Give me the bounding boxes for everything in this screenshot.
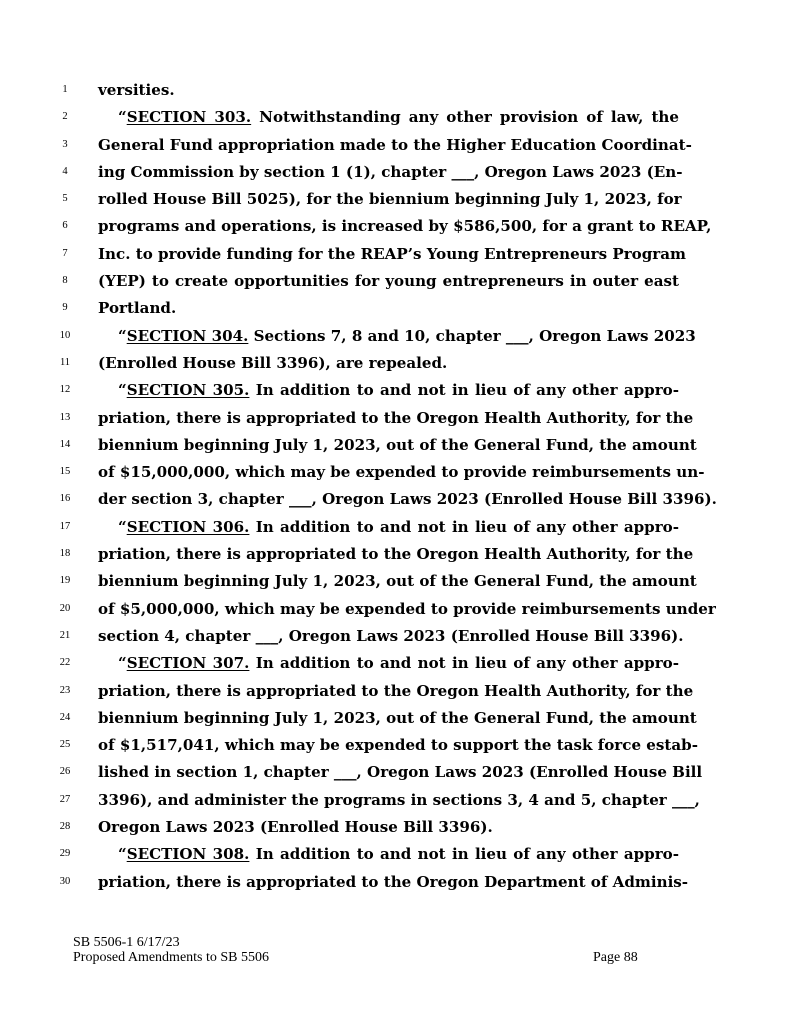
line-text-content: In addition to and not in lieu of any other appro- — [249, 517, 679, 536]
line-text — [98, 790, 700, 810]
document-line — [0, 132, 800, 159]
line-text-content: section 4, chapter ___, Oregon Laws 2023 (Enrolled House Bill 3396). — [98, 626, 684, 645]
line-text-content: der section 3, chapter ___, Oregon Laws 2023 (Enrolled House Bill 3396). — [98, 490, 717, 509]
line-text — [98, 353, 679, 373]
document-line — [0, 759, 800, 786]
document-line — [0, 350, 800, 377]
line-text — [98, 762, 703, 782]
line-text: “SECTION 303. Notwithstanding any other provision of law, the — [118, 108, 679, 127]
document-line — [0, 841, 800, 868]
line-text — [98, 244, 686, 264]
line-text: “SECTION 307. In addition to and not in lieu of any other appro- — [118, 654, 679, 673]
line-number: 18 — [59, 548, 71, 560]
section-heading: SECTION 306. — [126, 517, 250, 536]
document-line — [0, 623, 800, 650]
line-text: “SECTION 305. In addition to and not in lieu of any other appro- — [118, 381, 679, 400]
footer-amendments-line — [73, 950, 673, 965]
line-text — [98, 489, 717, 509]
line-number: 15 — [59, 466, 71, 478]
line-text: “SECTION 304. Sections 7, 8 and 10, chapter ___, Oregon Laws 2023 — [118, 326, 696, 345]
line-text: “SECTION 306. In addition to and not in lieu of any other appro- — [118, 517, 679, 536]
document-line — [0, 295, 800, 322]
document-line — [0, 186, 800, 213]
line-text — [98, 626, 684, 646]
bill-id: SB 5506-1 6/17/23 — [73, 935, 180, 950]
line-text — [98, 162, 683, 182]
document-line — [0, 268, 800, 295]
document-line — [0, 705, 800, 732]
section-heading: SECTION 307. — [126, 654, 250, 673]
document-line — [0, 77, 800, 104]
amendments-title: Proposed Amendments to SB 5506 — [73, 950, 270, 965]
document-line — [0, 650, 800, 677]
line-number: 14 — [59, 438, 71, 450]
line-text — [98, 817, 679, 837]
document-line — [0, 596, 800, 623]
line-text-content: priation, there is appropriated to the Oregon Department of Adminis- — [98, 872, 689, 891]
line-number: 13 — [59, 411, 71, 423]
line-number: 6 — [62, 220, 68, 232]
line-text — [98, 435, 697, 455]
line-text-content: Inc. to provide funding for the REAP’s Young Entrepreneurs Program — [98, 244, 686, 263]
line-number: 5 — [62, 193, 68, 205]
line-text-content: lished in section 1, chapter ___, Oregon Laws 2023 (Enrolled House Bill — [98, 763, 703, 782]
line-number: 25 — [59, 739, 71, 751]
document-line — [0, 432, 800, 459]
line-number: 29 — [59, 848, 71, 860]
line-text-content: versities. — [98, 81, 175, 99]
section-heading: SECTION 305. — [126, 381, 250, 400]
line-number: 24 — [59, 711, 71, 723]
line-text — [98, 681, 694, 701]
document-line — [0, 514, 800, 541]
line-text-content: 3396), and administer the programs in sections 3, 4 and 5, chapter ___, — [98, 790, 700, 809]
line-number: 2 — [62, 111, 68, 123]
line-number: 22 — [59, 657, 71, 669]
document-line — [0, 732, 800, 759]
line-number: 8 — [62, 275, 68, 287]
section-heading: SECTION 308. — [126, 845, 250, 864]
line-number: 3 — [62, 138, 68, 150]
line-text-content: biennium beginning July 1, 2023, out of the General Fund, the amount — [98, 435, 697, 454]
document-line — [0, 869, 800, 896]
line-number: 26 — [59, 766, 71, 778]
line-text — [98, 735, 698, 755]
line-text-content: Portland. — [98, 299, 177, 318]
line-text-content: Oregon Laws 2023 (Enrolled House Bill 3396). — [98, 818, 493, 837]
line-number: 19 — [59, 575, 71, 587]
line-text-content: of $5,000,000, which may be expended to provide reimbursements under — [98, 599, 716, 618]
line-text-content: In addition to and not in lieu of any other appro- — [249, 845, 679, 864]
line-number: 10 — [59, 329, 71, 341]
line-text — [98, 189, 682, 209]
line-text — [98, 462, 705, 482]
document-line — [0, 104, 800, 131]
document-line — [0, 787, 800, 814]
line-number: 27 — [59, 793, 71, 805]
line-number: 11 — [59, 356, 71, 368]
line-text-content: of $15,000,000, which may be expended to provide reimbursements un- — [98, 463, 705, 482]
line-number: 21 — [59, 629, 71, 641]
line-text-content: General Fund appropriation made to the Higher Education Coordinat- — [98, 135, 692, 154]
line-text-content: biennium beginning July 1, 2023, out of the General Fund, the amount — [98, 572, 697, 591]
line-text-content: Sections 7, 8 and 10, chapter ___, Oregon Laws 2023 — [248, 326, 696, 345]
line-text-content: In addition to and not in lieu of any other appro- — [249, 381, 679, 400]
document-line — [0, 241, 800, 268]
page-footer — [73, 935, 673, 965]
line-text — [98, 872, 689, 892]
section-heading: SECTION 303. — [126, 108, 252, 127]
line-text: “SECTION 308. In addition to and not in lieu of any other appro- — [118, 845, 679, 864]
line-text-content: priation, there is appropriated to the Oregon Health Authority, for the — [98, 545, 694, 564]
line-text — [98, 271, 679, 291]
line-number: 23 — [59, 684, 71, 696]
line-number: 12 — [59, 384, 71, 396]
line-text — [98, 216, 712, 236]
line-number: 9 — [62, 302, 68, 314]
line-number: 1 — [62, 84, 68, 95]
line-text-content: (Enrolled House Bill 3396), are repealed. — [98, 353, 448, 372]
line-text — [98, 599, 716, 619]
line-number: 20 — [59, 602, 71, 614]
line-text-content: Notwithstanding any other provision of law, the — [251, 108, 679, 127]
document-line — [0, 814, 800, 841]
line-text — [98, 544, 694, 564]
document-line — [0, 323, 800, 350]
line-text-content: of $1,517,041, which may be expended to support the task force estab- — [98, 736, 698, 755]
document-body — [0, 77, 800, 896]
line-number: 4 — [62, 165, 68, 177]
line-text — [98, 135, 692, 155]
document-line — [0, 568, 800, 595]
line-text-content: priation, there is appropriated to the Oregon Health Authority, for the — [98, 681, 694, 700]
document-line — [0, 486, 800, 513]
line-text-content: (YEP) to create opportunities for young entrepreneurs in outer east — [98, 272, 679, 291]
line-text — [98, 571, 697, 591]
document-line — [0, 159, 800, 186]
document-line — [0, 405, 800, 432]
line-number: 17 — [59, 520, 71, 532]
page-number: Page 88 — [593, 950, 638, 965]
line-number: 28 — [59, 821, 71, 833]
document-line — [0, 541, 800, 568]
document-line — [0, 459, 800, 486]
line-text-content: biennium beginning July 1, 2023, out of the General Fund, the amount — [98, 708, 697, 727]
document-line — [0, 213, 800, 240]
line-text-content: In addition to and not in lieu of any other appro- — [249, 654, 679, 673]
document-line — [0, 678, 800, 705]
document-line — [0, 377, 800, 404]
footer-bill-line — [73, 935, 673, 950]
line-text — [98, 708, 697, 728]
line-text-content: programs and operations, is increased by $586,500, for a grant to REAP, — [98, 217, 712, 236]
line-text-content: ing Commission by section 1 (1), chapter ___, Oregon Laws 2023 (En- — [98, 162, 683, 181]
line-text — [98, 408, 694, 428]
line-text-content: rolled House Bill 5025), for the biennium beginning July 1, 2023, for — [98, 190, 682, 209]
line-number: 16 — [59, 493, 71, 505]
line-number: 30 — [59, 875, 71, 887]
line-text — [98, 80, 679, 100]
section-heading: SECTION 304. — [126, 326, 249, 345]
line-text-content: priation, there is appropriated to the Oregon Health Authority, for the — [98, 408, 694, 427]
line-text — [98, 298, 679, 318]
line-number: 7 — [62, 247, 68, 259]
